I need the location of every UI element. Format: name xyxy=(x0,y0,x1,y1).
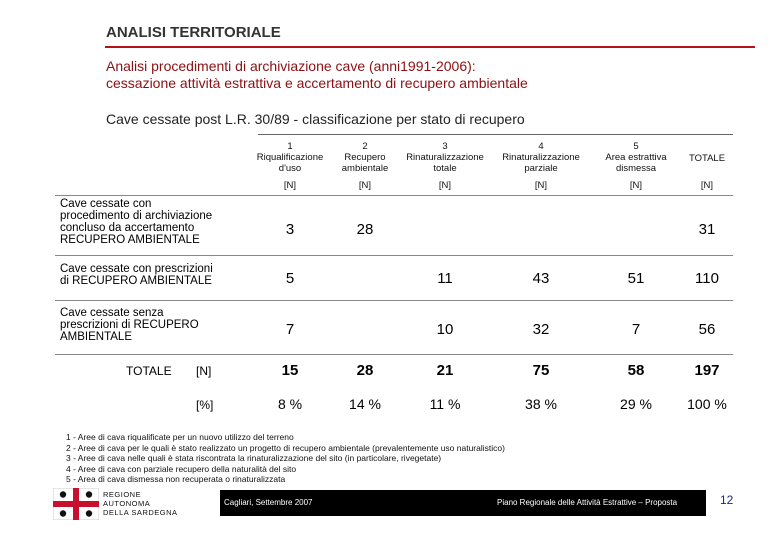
total-pct-c5: 29 % xyxy=(620,396,652,412)
unit-col-5: [N] xyxy=(629,180,643,191)
unit-col-2: [N] xyxy=(358,180,372,191)
cell-r3-total: 56 xyxy=(698,321,716,338)
unit-col-total: [N] xyxy=(700,180,714,191)
column-header-4: 4 Rinaturalizzazione parziale xyxy=(502,141,580,174)
total-pct-c4: 38 % xyxy=(525,396,557,412)
table-top-rule xyxy=(258,134,733,135)
unit-col-4: [N] xyxy=(534,180,548,191)
total-n-c5: 58 xyxy=(627,362,645,379)
footnote-1: 1 - Aree di cava riqualificate per un nuovo utilizzo del terreno xyxy=(66,432,294,442)
cell-r3-c1: 7 xyxy=(285,321,295,338)
total-n-unit: [N] xyxy=(196,364,212,378)
page-subtitle xyxy=(106,58,528,92)
footnote-5: 5 - Area di cava dismessa non recuperata o rinaturalizzata xyxy=(66,474,286,484)
cell-r3-c3: 10 xyxy=(436,321,454,338)
cell-r3-c4: 32 xyxy=(532,321,550,338)
cell-r2-c4: 43 xyxy=(532,270,550,287)
cell-r2-c1: 5 xyxy=(285,270,295,287)
row-label-3: Cave cessate senza prescrizioni di RECUPERO AMBIENTALE xyxy=(60,307,199,343)
page-number: 12 xyxy=(720,493,734,507)
column-header-3: 3 Rinaturalizzazione totale xyxy=(406,141,484,174)
footnotes xyxy=(66,432,505,485)
footnote-2: 2 - Aree di cava per le quali è stato realizzato un progetto di recupero ambientale (prevalentemente uso naturalistico) xyxy=(66,442,505,453)
row-rule-3 xyxy=(55,354,733,355)
cell-r1-c2: 28 xyxy=(356,221,374,238)
total-pct-c1: 8 % xyxy=(277,396,303,412)
row-label-2: Cave cessate con prescrizioni di RECUPERO AMBIENTALE xyxy=(60,263,213,287)
unit-col-3: [N] xyxy=(438,180,452,191)
cell-r2-total: 110 xyxy=(695,270,719,287)
cell-r1-c1: 3 xyxy=(285,221,295,238)
section-title: ANALISI TERRITORIALE xyxy=(106,24,281,41)
column-header-5: 5 Area estrattiva dismessa xyxy=(605,141,667,174)
logo-text: REGIONE AUTONOMA DELLA SARDEGNA xyxy=(103,490,178,517)
title-divider xyxy=(105,46,755,48)
total-n-c3: 21 xyxy=(436,362,454,379)
total-n-c1: 15 xyxy=(281,362,299,379)
unit-col-1: [N] xyxy=(283,180,297,191)
footer-plan-title: Piano Regionale delle Attività Estrattive – Proposta xyxy=(497,498,678,507)
total-pct-unit: [%] xyxy=(196,398,214,412)
footer-date: Cagliari, Settembre 2007 xyxy=(224,498,313,507)
cell-r3-c5: 7 xyxy=(631,321,641,338)
cell-r1-total: 31 xyxy=(698,221,716,238)
total-pct-c3: 11 % xyxy=(429,396,461,412)
total-label: TOTALE xyxy=(126,364,172,378)
total-n-total: 197 xyxy=(694,362,720,379)
subtitle-line-2: cessazione attività estrattiva e accertamento di recupero ambientale xyxy=(106,75,528,91)
table-title: Cave cessate post L.R. 30/89 - classificazione per stato di recupero xyxy=(106,111,525,127)
column-header-1: 1 Riqualificazione d'uso xyxy=(256,141,324,174)
total-pct-total: 100 % xyxy=(687,396,727,412)
cell-r2-c5: 51 xyxy=(627,270,645,287)
header-rule xyxy=(55,195,733,196)
subtitle-line-1: Analisi procedimenti di archiviazione cave (anni1991-2006): xyxy=(106,58,476,74)
column-header-total: TOTALE xyxy=(688,153,726,164)
row-rule-1 xyxy=(55,255,733,256)
column-header-2: 2 Recupero ambientale xyxy=(341,141,389,174)
sardegna-flag-logo xyxy=(53,488,99,520)
footnote-3: 3 - Aree di cava nelle quali è stata riscontrata la rinaturalizzazione del sito (in particolare, rivegetate) xyxy=(66,453,442,463)
row-label-1: Cave cessate con procedimento di archiviazione concluso da accertamento RECUPERO AMBIENTALE xyxy=(60,198,213,246)
footnote-4: 4 - Aree di cava con parziale recupero della naturalità del sito xyxy=(66,463,297,474)
total-n-c2: 28 xyxy=(356,362,374,379)
row-rule-2 xyxy=(55,300,733,301)
total-pct-c2: 14 % xyxy=(349,396,381,412)
cell-r2-c3: 11 xyxy=(437,270,453,287)
total-n-c4: 75 xyxy=(532,362,550,379)
